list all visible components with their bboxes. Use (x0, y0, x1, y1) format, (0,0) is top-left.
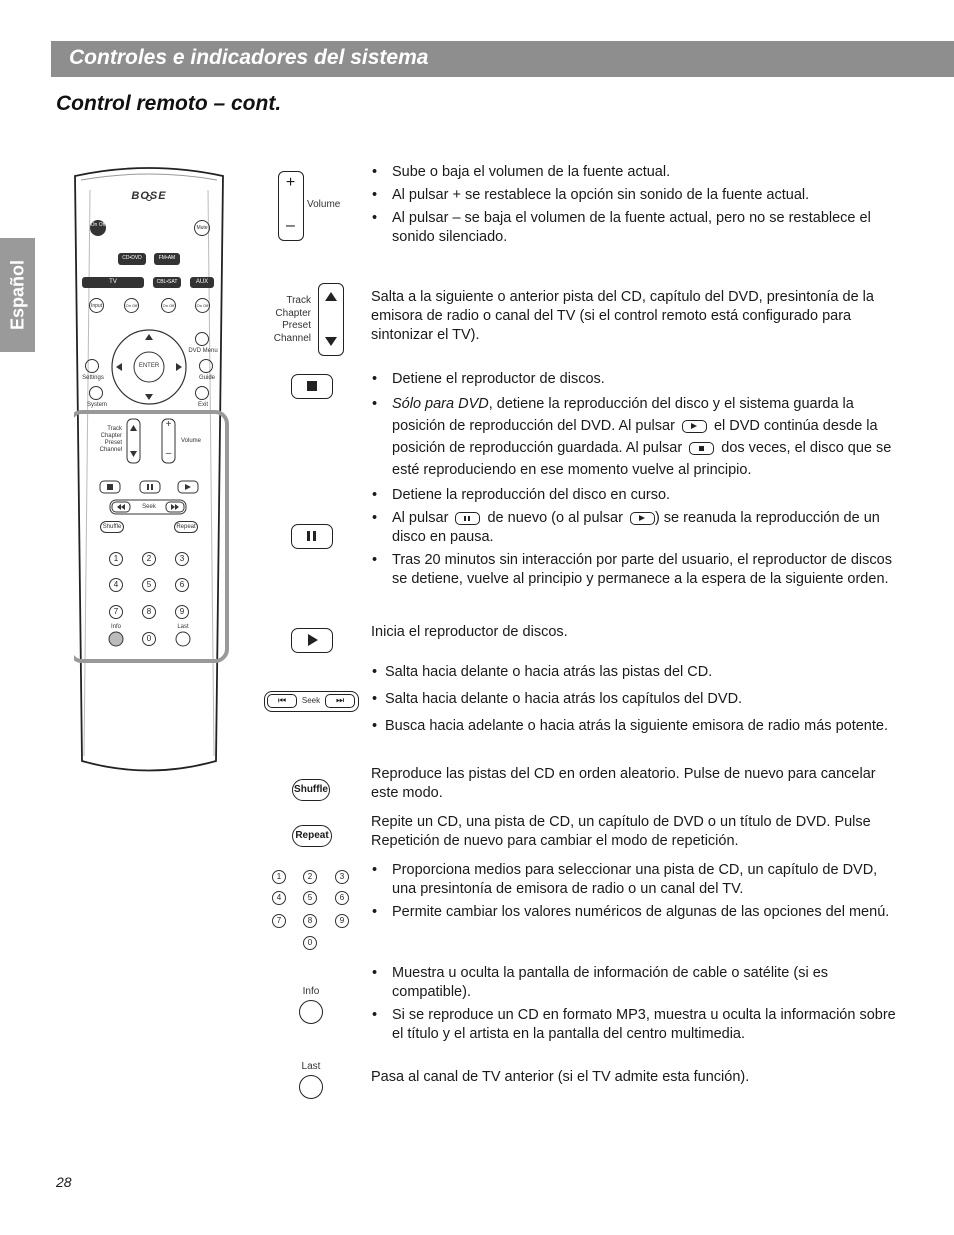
remote-digit-button[interactable]: 6 (175, 578, 189, 592)
remote-enter-button[interactable]: ENTER (138, 363, 160, 369)
seek-icon-label: Seek (301, 696, 321, 705)
remote-aux-button[interactable]: AUX (190, 277, 214, 288)
remote-vol-plus[interactable]: + (165, 419, 172, 430)
remote-digit-button[interactable]: 2 (142, 552, 156, 566)
seek-bullet: • Salta hacia delante o hacia atrás las pistas del CD. (371, 663, 896, 682)
page-number: 28 (56, 1174, 72, 1190)
section-title: Controles e indicadores del sistema (69, 46, 429, 69)
track-label-track: Track (286, 295, 311, 306)
last-description: Pasa al canal de TV anterior (si el TV admite esta función). (371, 1069, 750, 1085)
remote-tv-button[interactable]: TV (82, 277, 144, 288)
volume-description (371, 163, 896, 251)
stop-bullet-dvd (371, 393, 896, 481)
stop-icon (291, 374, 333, 399)
remote-last-label: Last (177, 624, 189, 630)
info-bullet: • Si se reproduce un CD en formato MP3, muestra u oculta la información sobre el título y el artista en la pantalla del centro multimedia. (371, 1006, 896, 1044)
remote-digit-button[interactable]: 4 (109, 578, 123, 592)
remote-guide-label: Guide (198, 375, 215, 381)
pause-text-c: ) se reanuda la reproducción de un disco en pausa. (392, 510, 880, 545)
remote-power-button[interactable]: On Off (90, 220, 106, 236)
info-button-icon (299, 1000, 323, 1024)
remote-digit-button[interactable]: 1 (109, 552, 123, 566)
pause-description (371, 486, 896, 593)
stop-text-b: el DVD continúa desde la posición de reproducción guardada. Al pulsar (392, 418, 878, 456)
remote-brand: BOSE (131, 190, 167, 202)
track-icon-labels (268, 295, 311, 345)
pause-bullet: • Detiene la reproducción del disco en curso. (371, 486, 896, 505)
track-rocker-icon (318, 283, 344, 356)
pause-bullet-timeout: • Tras 20 minutos sin interacción por parte del usuario, el reproductor de discos se detiene, vuelve al principio y permanece a la espera de la siguiente orden. (371, 551, 896, 589)
language-tab-label: Español (7, 259, 27, 331)
remote-repeat-button[interactable]: Repeat (174, 521, 198, 533)
remote-digit-button[interactable]: 0 (142, 632, 156, 646)
seek-bullet: • Busca hacia adelante o hacia atrás la siguiente emisora de radio más potente. (371, 717, 896, 736)
keypad-bullet: • Permite cambiar los valores numéricos de algunas de las opciones del menú. (371, 903, 896, 922)
remote-fmam-button[interactable]: FM•AM (154, 253, 180, 265)
seek-icon: ⏮ Seek ⏭ (264, 691, 359, 712)
pause-text-a: Al pulsar (392, 510, 449, 526)
track-description: Salta a la siguiente o anterior pista del CD, capítulo del DVD, presintonía de la emisora de radio o canal del TV (si el control remoto está configurado para sintonizar el TV). (371, 289, 874, 343)
play-inline-icon (630, 512, 655, 525)
remote-exit-button[interactable] (195, 386, 209, 400)
volume-rocker-icon: + – (278, 171, 304, 241)
shuffle-description: Reproduce las pistas del CD en orden aleatorio. Pulse de nuevo para cancelar este modo. (371, 766, 876, 801)
remote-digit-button[interactable]: 9 (175, 605, 189, 619)
remote-cddvd-button[interactable]: CD•DVD (118, 253, 146, 265)
pause-text-b: de nuevo (o al pulsar (487, 510, 623, 526)
remote-track-label: Track Chapter Preset Channel (99, 426, 122, 453)
keypad-digit-icon: 6 (335, 891, 349, 905)
remote-illustration (74, 166, 224, 776)
seek-bullet: • Salta hacia delante o hacia atrás los capítulos del DVD. (371, 690, 896, 709)
info-icon-label: Info (302, 986, 320, 997)
keypad-digit-icon: 4 (272, 891, 286, 905)
stop-bullet: • Detiene el reproductor de discos. (371, 370, 896, 389)
keypad-digit-icon: 0 (303, 936, 317, 950)
remote-info-label: Info (110, 624, 121, 630)
volume-bullet: • Sube o baja el volumen de la fuente actual. (371, 163, 896, 182)
remote-volume-label: Volume (180, 438, 201, 444)
remote-onoff-small-1[interactable]: On Off (124, 298, 139, 313)
remote-digit-button[interactable]: 3 (175, 552, 189, 566)
repeat-description: Repite un CD, una pista de CD, un capítulo de DVD o un título de DVD. Pulse Repetición de nuevo para cambiar el modo de repetición. (371, 814, 871, 849)
remote-onoff-small-3[interactable]: On Off (195, 298, 210, 313)
keypad-digit-icon: 7 (272, 914, 286, 928)
remote-mute-button[interactable]: Mute (194, 220, 210, 236)
section-header (51, 41, 954, 77)
keypad-bullet: • Proporciona medios para seleccionar una pista de CD, un capítulo de DVD, una presintonía de emisora de radio o un canal del TV. (371, 861, 896, 899)
pause-icon (291, 524, 333, 549)
page-subtitle: Control remoto – cont. (56, 92, 282, 115)
remote-exit-label: Exit (197, 402, 208, 408)
keypad-digit-icon: 8 (303, 914, 317, 928)
remote-system-label: System (86, 402, 107, 408)
stop-text-a: , detiene la reproducción del disco y el sistema guarda la posición de reproducción del DVD. Al pulsar (392, 396, 854, 434)
track-label-channel: Channel (273, 332, 311, 344)
stop-description (371, 370, 896, 485)
remote-cblsat-button[interactable]: CBL•SAT (153, 277, 181, 288)
volume-icon-label: Volume (307, 199, 341, 210)
track-label-chapter: Chapter (275, 307, 311, 319)
shuffle-icon (292, 779, 330, 801)
last-icon-label: Last (301, 1061, 321, 1072)
info-description (371, 964, 896, 1048)
keypad-description (371, 861, 896, 926)
keypad-digit-icon: 3 (335, 870, 349, 884)
stop-text-c: dos veces, el disco que se esté reproduciendo en ese momento vuelve al principio. (392, 440, 892, 478)
repeat-icon (292, 825, 332, 847)
remote-settings-button[interactable] (85, 359, 99, 373)
keypad-digit-icon: 2 (303, 870, 317, 884)
keypad-digit-icon: 1 (272, 870, 286, 884)
play-icon (291, 628, 333, 653)
volume-bullet: • Al pulsar – se baja el volumen de la fuente actual, pero no se restablece el sonido silenciado. (371, 209, 896, 247)
last-button-icon (299, 1075, 323, 1099)
remote-shuffle-button[interactable]: Shuffle (100, 521, 124, 533)
keypad-digit-icon: 5 (303, 891, 317, 905)
play-description: Inicia el reproductor de discos. (371, 624, 568, 640)
remote-onoff-small-2[interactable]: On Off (161, 298, 176, 313)
play-inline-icon (682, 420, 707, 433)
remote-guide-button[interactable] (199, 359, 213, 373)
pause-inline-icon (455, 512, 480, 525)
stop-inline-icon (689, 442, 714, 455)
info-bullet: • Muestra u oculta la pantalla de información de cable o satélite (si es compatible). (371, 964, 896, 1002)
repeat-icon-label: Repeat (295, 830, 329, 841)
remote-system-button[interactable] (89, 386, 103, 400)
keypad-digit-icon: 9 (335, 914, 349, 928)
remote-vol-minus[interactable]: – (165, 448, 172, 459)
remote-dvdmenu-label: DVD Menu (188, 348, 218, 354)
pause-bullet-resume (371, 509, 896, 547)
remote-digit-button[interactable]: 5 (142, 578, 156, 592)
track-label-preset: Preset (282, 320, 311, 331)
volume-bullet: • Al pulsar + se restablece la opción sin sonido de la fuente actual. (371, 186, 896, 205)
remote-input-button[interactable]: Input (89, 298, 104, 313)
remote-dvdmenu-button[interactable] (195, 332, 209, 346)
remote-digit-button[interactable]: 7 (109, 605, 123, 619)
remote-settings-label: Settings (82, 375, 104, 381)
seek-description (371, 663, 896, 740)
language-tab[interactable] (0, 238, 35, 352)
shuffle-icon-label: Shuffle (294, 784, 328, 795)
remote-digit-button[interactable]: 8 (142, 605, 156, 619)
remote-seek-label: Seek (142, 504, 156, 510)
dvd-only-text: Sólo para DVD (392, 396, 489, 412)
